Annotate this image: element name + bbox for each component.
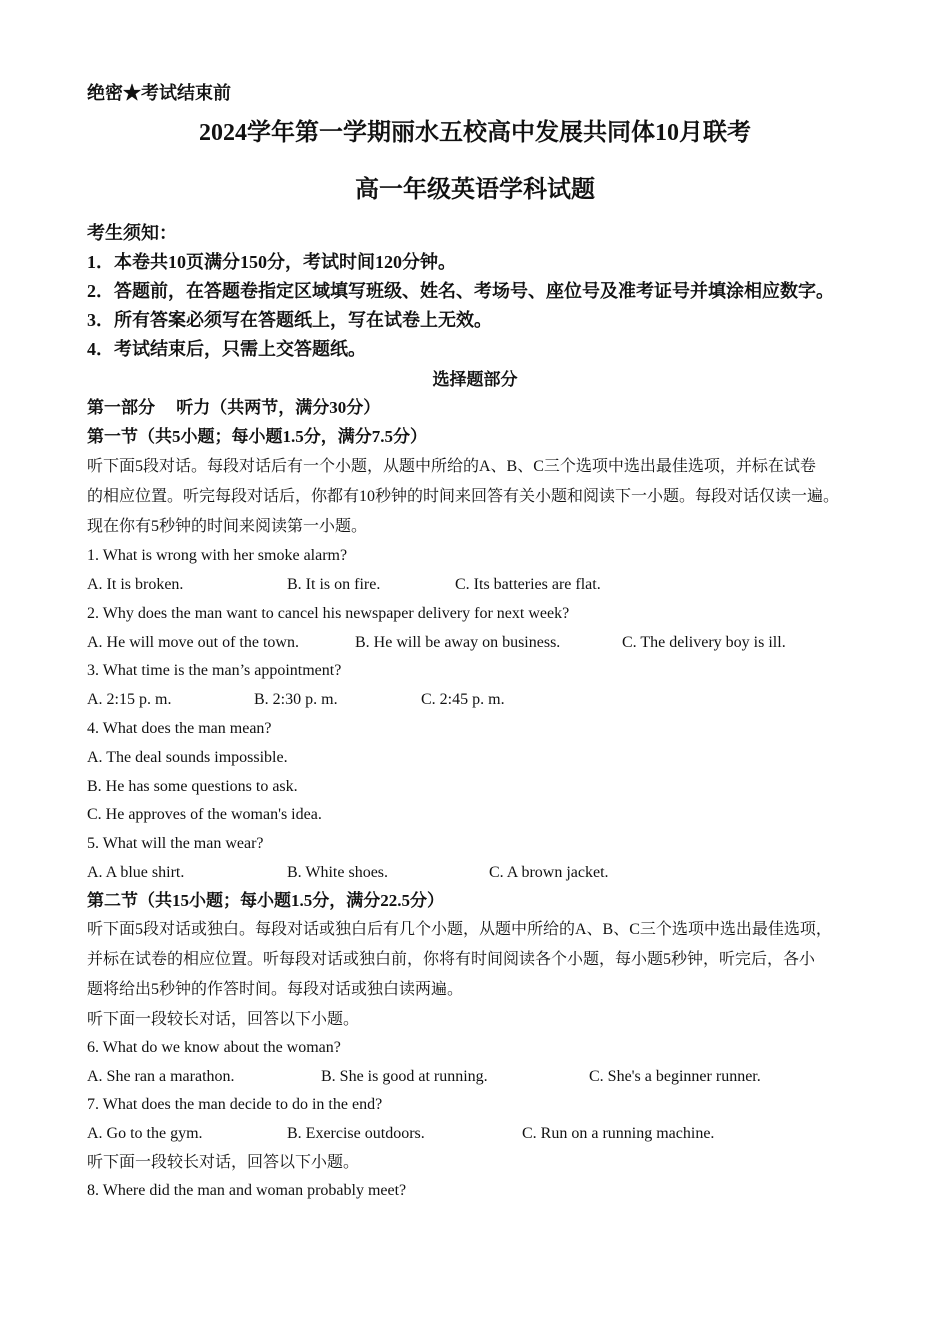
sec1-instruction-1: 听下面5段对话。每段对话后有一个小题，从题中所给的A、B、C三个选项中选出最佳选项，并标在试卷: [87, 458, 816, 475]
listen-prompt-2: 听下面一段较长对话，回答以下小题。: [87, 1154, 360, 1171]
q7-option-b: B. Exercise outdoors.: [287, 1125, 425, 1142]
sec1-heading: 第一节（共5小题；每小题1.5分，满分7.5分）: [87, 427, 427, 446]
notice-item-1: 1．本卷共10页满分150分，考试时间120分钟。: [87, 252, 456, 272]
q4-option-c: C. He approves of the woman's idea.: [87, 806, 322, 823]
sec2-instruction-2: 并标在试卷的相应位置。听每段对话或独白前，你将有时间阅读各个小题，每小题5秒钟，听完后，各小: [87, 951, 816, 968]
question-1: 1. What is wrong with her smoke alarm?: [87, 547, 348, 564]
q3-option-a: A. 2:15 p. m.: [87, 691, 172, 708]
sec1-instruction-3: 现在你有5秒钟的时间来阅读第一小题。: [87, 518, 368, 535]
q6-option-b: B. She is good at running.: [321, 1068, 488, 1085]
sec1-instruction-2: 的相应位置。听完每段对话后，你都有10秒钟的时间来回答有关小题和阅读下一小题。每段对话仅读一遍。: [87, 488, 840, 505]
section-title: 选择题部分: [432, 370, 518, 389]
q4-option-a: A. The deal sounds impossible.: [87, 749, 288, 766]
q2-option-c: C. The delivery boy is ill.: [622, 634, 786, 651]
q6-option-c: C. She's a beginner runner.: [589, 1068, 761, 1085]
q5-option-c: C. A brown jacket.: [489, 864, 609, 881]
exam-subtitle: 高一年级英语学科试题: [355, 177, 595, 203]
question-6: 6. What do we know about the woman?: [87, 1039, 341, 1056]
notice-heading: 考生须知：: [87, 223, 177, 243]
q5-option-b: B. White shoes.: [287, 864, 389, 881]
question-3: 3. What time is the man’s appointment?: [87, 662, 342, 679]
q7-option-c: C. Run on a running machine.: [522, 1125, 715, 1142]
notice-item-4: 4．考试结束后，只需上交答题纸。: [87, 339, 366, 359]
q5-option-a: A. A blue shirt.: [87, 864, 185, 881]
q2-option-a: A. He will move out of the town.: [87, 634, 299, 651]
question-4: 4. What does the man mean?: [87, 720, 272, 737]
exam-title: 2024学年第一学期丽水五校高中发展共同体10月联考: [199, 120, 751, 146]
sec2-instruction-1: 听下面5段对话或独白。每段对话或独白后有几个小题，从题中所给的A、B、C三个选项中选出最佳选项，: [87, 921, 832, 938]
q6-option-a: A. She ran a marathon.: [87, 1068, 235, 1085]
sec2-heading: 第二节（共15小题；每小题1.5分，满分22.5分）: [87, 891, 444, 910]
q7-option-a: A. Go to the gym.: [87, 1125, 203, 1142]
notice-item-3: 3．所有答案必须写在答题纸上，写在试卷上无效。: [87, 310, 492, 330]
q3-option-b: B. 2:30 p. m.: [254, 691, 338, 708]
question-2: 2. Why does the man want to cancel his newspaper delivery for next week?: [87, 605, 570, 622]
q1-option-c: C. Its batteries are flat.: [455, 576, 601, 593]
question-5: 5. What will the man wear?: [87, 835, 264, 852]
question-8: 8. Where did the man and woman probably meet?: [87, 1182, 407, 1199]
notice-item-2: 2．答题前，在答题卷指定区域填写班级、姓名、考场号、座位号及准考证号并填涂相应数字。: [87, 281, 834, 301]
q2-option-b: B. He will be away on business.: [355, 634, 561, 651]
listen-prompt-1: 听下面一段较长对话，回答以下小题。: [87, 1011, 360, 1028]
question-7: 7. What does the man decide to do in the end?: [87, 1096, 383, 1113]
q3-option-c: C. 2:45 p. m.: [421, 691, 505, 708]
q1-option-b: B. It is on fire.: [287, 576, 381, 593]
sec2-instruction-3: 题将给出5秒钟的作答时间。每段对话或独白读两遍。: [87, 981, 464, 998]
q1-option-a: A. It is broken.: [87, 576, 184, 593]
part1-heading: 第一部分 听力（共两节，满分30分）: [87, 398, 381, 417]
q4-option-b: B. He has some questions to ask.: [87, 778, 298, 795]
secret-label: 绝密★考试结束前: [87, 83, 231, 103]
